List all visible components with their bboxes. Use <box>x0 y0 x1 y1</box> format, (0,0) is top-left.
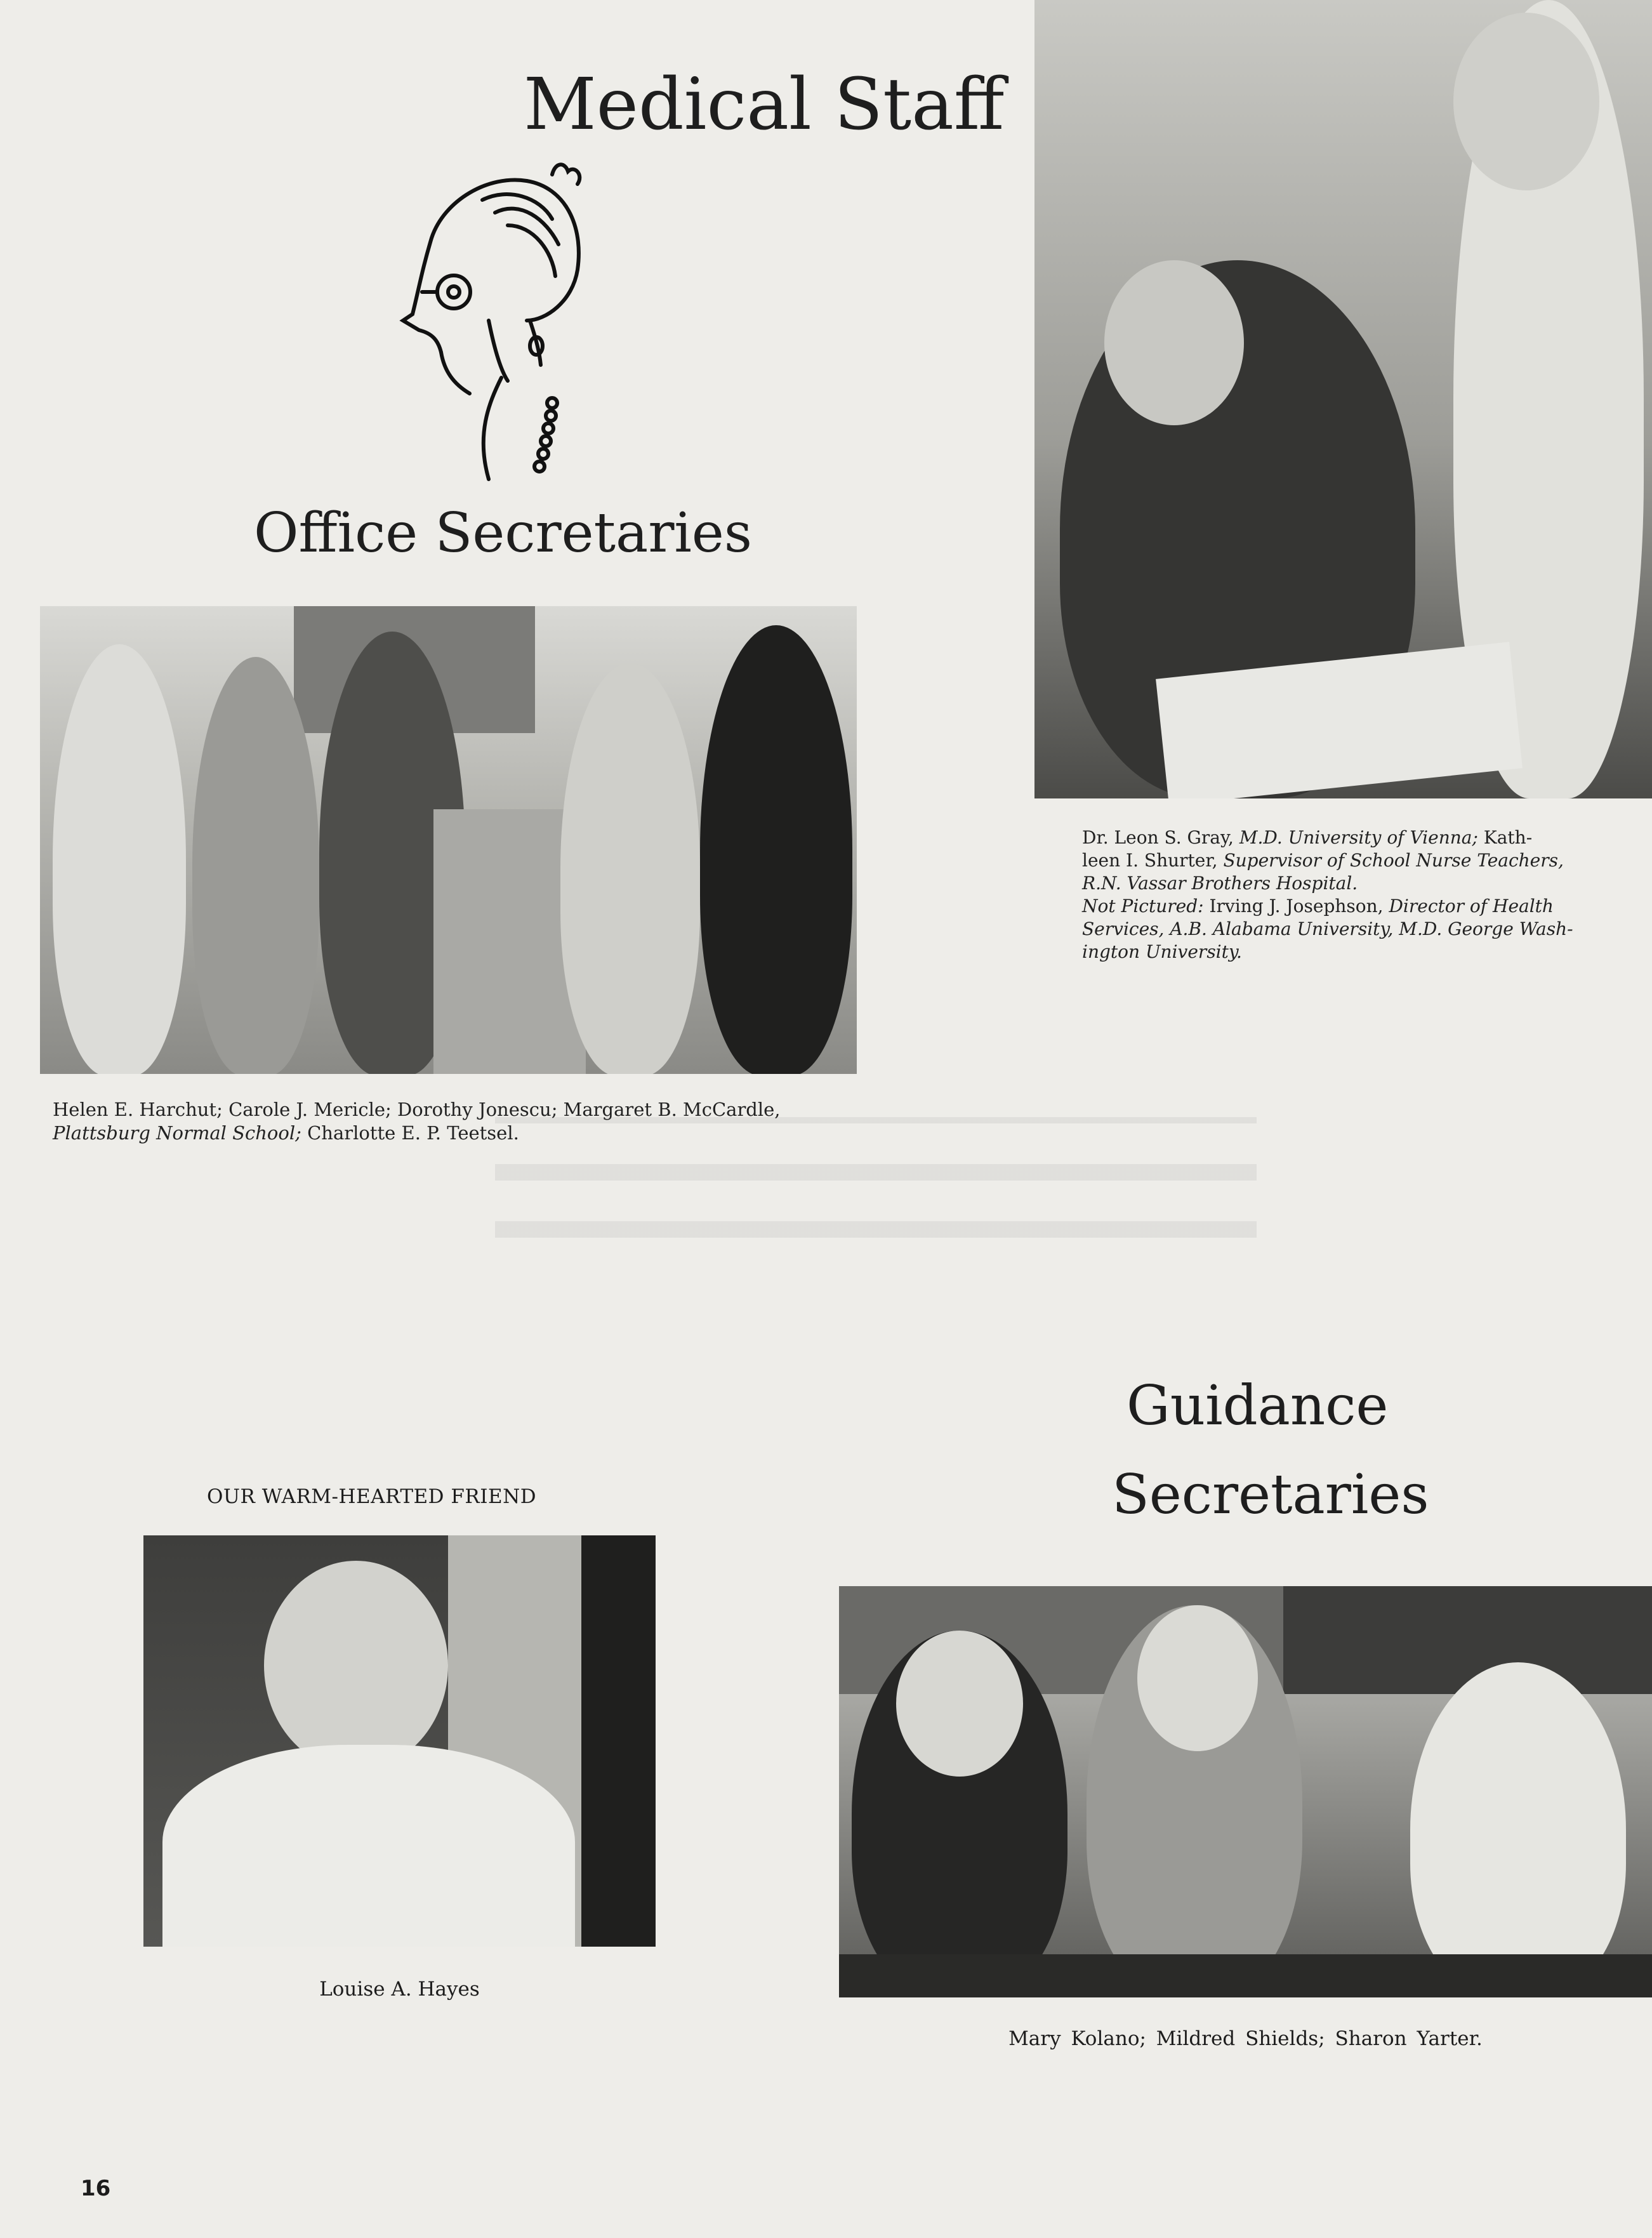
josephson-credential-end: ington University. <box>1082 941 1242 962</box>
friend-heading: OUR WARM-HEARTED FRIEND <box>207 1485 537 1508</box>
office-caption-school: Plattsburg Normal School; <box>53 1122 301 1144</box>
secretaries-heading: Secretaries <box>1112 1463 1429 1526</box>
medical-staff-photo <box>1034 0 1652 798</box>
bleed-through-text <box>495 1117 1257 1238</box>
medical-caption-line-4 <box>1082 895 1647 918</box>
guidance-secretaries-photo <box>839 1586 1652 1997</box>
shurter-name-start: Kath- <box>1477 827 1533 848</box>
office-secretaries-heading: Office Secretaries <box>254 501 752 565</box>
gray-name: Dr. Leon S. Gray, <box>1082 827 1239 848</box>
guidance-heading: Guidance <box>1127 1374 1389 1438</box>
medical-caption-line-3 <box>1082 872 1647 895</box>
josephson-credential: Services, A.B. Alabama University, M.D. George Wash- <box>1082 918 1573 939</box>
not-pictured-label: Not Pictured: <box>1082 896 1204 917</box>
guidance-caption: Mary Kolano; Mildred Shields; Sharon Yarter. <box>1008 2027 1483 2050</box>
office-secretaries-photo <box>40 606 857 1074</box>
shurter-credential: R.N. Vassar Brothers Hospital. <box>1082 873 1358 894</box>
medical-staff-caption <box>1082 826 1647 963</box>
gray-credential: M.D. University of Vienna; <box>1239 827 1478 848</box>
medical-caption-line-5 <box>1082 918 1647 941</box>
medical-caption-line-6 <box>1082 941 1647 963</box>
shurter-name-end: leen I. Shurter, <box>1082 850 1224 871</box>
medical-caption-line-2 <box>1082 849 1647 872</box>
medical-staff-heading: Medical Staff <box>524 63 1005 146</box>
office-caption-rest: Charlotte E. P. Teetsel. <box>301 1122 519 1144</box>
josephson-title: Director of Health <box>1389 896 1554 917</box>
friend-photo <box>143 1535 656 1947</box>
shurter-title: Supervisor of School Nurse Teachers, <box>1223 850 1564 871</box>
friend-caption: Louise A. Hayes <box>319 1978 480 2001</box>
cartoon-secretary-illustration <box>393 162 603 492</box>
josephson-name: Irving J. Josephson, <box>1203 896 1389 917</box>
office-caption-line-1: Helen E. Harchut; Carole J. Mericle; Dorothy Jonescu; Margaret B. McCardle, <box>53 1099 781 1120</box>
medical-caption-line-1 <box>1082 826 1647 849</box>
page-number: 16 <box>81 2176 111 2201</box>
